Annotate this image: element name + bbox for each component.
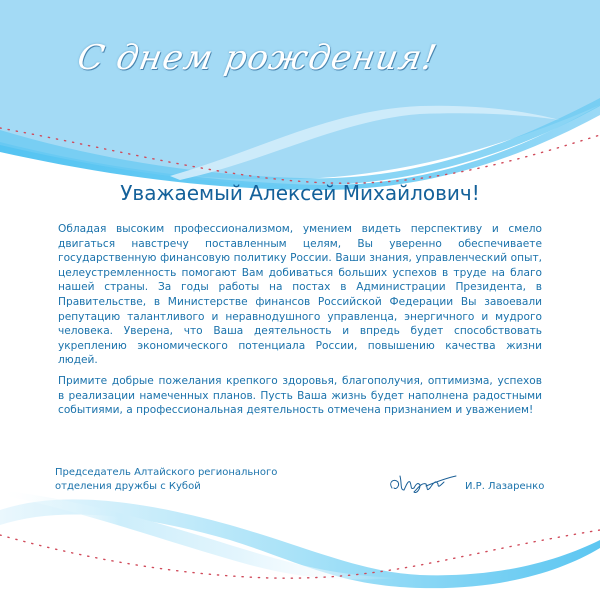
signer-position	[55, 466, 315, 494]
greeting-heading: С днем рождения!	[74, 38, 441, 78]
letter-paragraph: Обладая высоким профессионализмом, умением видеть перспективу и смело двигаться навстречу поставленным целям, Вы уверенно обеспечиваете государственную финансовую политику России. Ваши знания, управленческий опыт, целеустремленность помогают Вам добиваться больших успехов в труде на благо нашей страны. За годы работы на постах в Администрации Президента, в Правительстве, в Министерстве финансов Российской Федерации Вы завоевали репутацию талантливого и неравнодушного управленца, энергичного и мудрого человека. Уверена, что Ваша деятельность и впредь будет способствовать укреплению экономического потенциала России, повышению качества жизни людей.	[58, 223, 542, 367]
signer-position-line: отделения дружбы с Кубой	[55, 481, 201, 492]
handwritten-signature-icon	[386, 468, 458, 496]
letter-body	[58, 222, 542, 424]
addressee-title: Уважаемый Алексей Михайлович!	[120, 181, 480, 205]
letter-paragraph: Примите добрые пожелания крепкого здоровья, благополучия, оптимизма, успехов в реализации намеченных планов. Пусть Ваша жизнь будет наполнена радостными событиями, а профессиональная деятельность отмечена признанием и уважением!	[58, 374, 542, 417]
signer-position-line: Председатель Алтайского регионального	[55, 467, 278, 478]
signer-name: И.Р. Лазаренко	[465, 481, 545, 492]
